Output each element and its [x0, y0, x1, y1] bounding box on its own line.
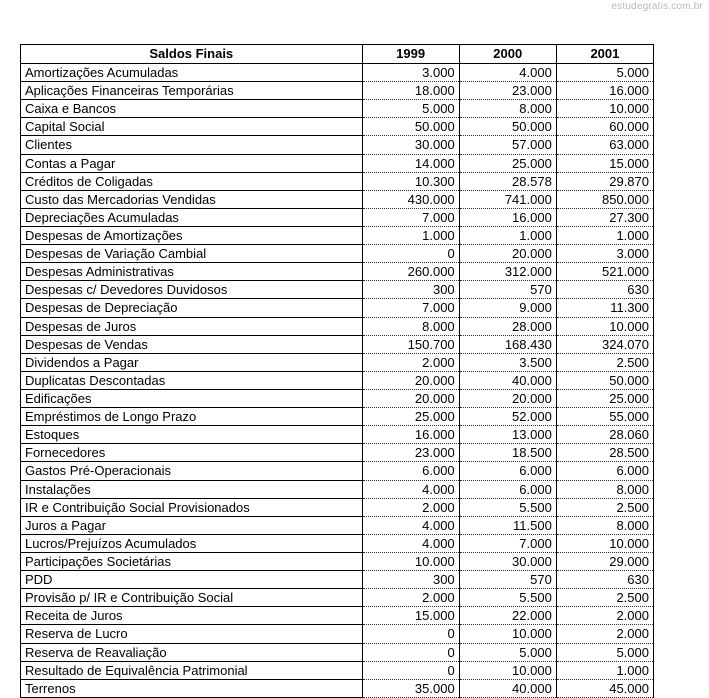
value-1999-cell: 30.000 [362, 136, 459, 154]
value-2000-cell: 1.000 [459, 226, 556, 244]
header-year-1999: 1999 [362, 45, 459, 64]
value-1999-cell: 14.000 [362, 154, 459, 172]
value-1999-cell: 2.000 [362, 498, 459, 516]
account-name-cell: PDD [21, 571, 363, 589]
account-name-cell: Capital Social [21, 118, 363, 136]
table-row [21, 82, 654, 100]
value-1999-cell: 4.000 [362, 534, 459, 552]
account-name-cell: Instalações [21, 480, 363, 498]
value-2000-cell: 312.000 [459, 263, 556, 281]
value-2001-cell: 15.000 [556, 154, 653, 172]
table-row [21, 426, 654, 444]
value-2001-cell: 5.000 [556, 643, 653, 661]
account-name-cell: Despesas de Depreciação [21, 299, 363, 317]
table-row [21, 661, 654, 679]
value-1999-cell: 23.000 [362, 444, 459, 462]
table-row [21, 589, 654, 607]
table-row [21, 136, 654, 154]
account-name-cell: Despesas de Amortizações [21, 226, 363, 244]
account-name-cell: Terrenos [21, 679, 363, 697]
value-1999-cell: 15.000 [362, 607, 459, 625]
watermark-text: estudegratis.com.br [611, 1, 703, 12]
account-name-cell: Caixa e Bancos [21, 100, 363, 118]
account-name-cell: Receita de Juros [21, 607, 363, 625]
value-2001-cell: 10.000 [556, 317, 653, 335]
header-year-2001: 2001 [556, 45, 653, 64]
value-2001-cell: 10.000 [556, 534, 653, 552]
table-row [21, 643, 654, 661]
value-2000-cell: 5.500 [459, 589, 556, 607]
account-name-cell: Fornecedores [21, 444, 363, 462]
value-1999-cell: 300 [362, 281, 459, 299]
account-name-cell: Depreciações Acumuladas [21, 208, 363, 226]
table-row [21, 118, 654, 136]
value-2000-cell: 8.000 [459, 100, 556, 118]
header-saldos-finais: Saldos Finais [21, 45, 363, 64]
value-2001-cell: 630 [556, 571, 653, 589]
value-2000-cell: 5.500 [459, 498, 556, 516]
value-2000-cell: 20.000 [459, 245, 556, 263]
value-1999-cell: 7.000 [362, 299, 459, 317]
value-2000-cell: 741.000 [459, 190, 556, 208]
value-2000-cell: 10.000 [459, 661, 556, 679]
value-1999-cell: 0 [362, 625, 459, 643]
table-row [21, 154, 654, 172]
value-2000-cell: 22.000 [459, 607, 556, 625]
value-2001-cell: 50.000 [556, 371, 653, 389]
value-2001-cell: 63.000 [556, 136, 653, 154]
table-row [21, 389, 654, 407]
value-2001-cell: 2.500 [556, 353, 653, 371]
value-2000-cell: 6.000 [459, 480, 556, 498]
value-2000-cell: 11.500 [459, 516, 556, 534]
value-2000-cell: 40.000 [459, 371, 556, 389]
value-2001-cell: 8.000 [556, 480, 653, 498]
value-1999-cell: 5.000 [362, 100, 459, 118]
table-row [21, 462, 654, 480]
value-1999-cell: 3.000 [362, 64, 459, 82]
value-1999-cell: 25.000 [362, 408, 459, 426]
table-row [21, 263, 654, 281]
value-2001-cell: 29.870 [556, 172, 653, 190]
value-2000-cell: 20.000 [459, 389, 556, 407]
value-1999-cell: 260.000 [362, 263, 459, 281]
value-2001-cell: 25.000 [556, 389, 653, 407]
value-2000-cell: 5.000 [459, 643, 556, 661]
account-name-cell: IR e Contribuição Social Provisionados [21, 498, 363, 516]
table-row [21, 679, 654, 697]
value-1999-cell: 6.000 [362, 462, 459, 480]
table-row [21, 444, 654, 462]
account-name-cell: Lucros/Prejuízos Acumulados [21, 534, 363, 552]
value-2001-cell: 2.500 [556, 589, 653, 607]
account-name-cell: Reserva de Lucro [21, 625, 363, 643]
table-row [21, 64, 654, 82]
table-row [21, 172, 654, 190]
value-2000-cell: 10.000 [459, 625, 556, 643]
table-header-row [21, 45, 654, 64]
table-row [21, 299, 654, 317]
value-2001-cell: 6.000 [556, 462, 653, 480]
account-name-cell: Provisão p/ IR e Contribuição Social [21, 589, 363, 607]
value-1999-cell: 4.000 [362, 480, 459, 498]
table-row [21, 190, 654, 208]
value-2001-cell: 8.000 [556, 516, 653, 534]
value-2000-cell: 28.000 [459, 317, 556, 335]
header-year-2000: 2000 [459, 45, 556, 64]
value-2001-cell: 11.300 [556, 299, 653, 317]
value-1999-cell: 50.000 [362, 118, 459, 136]
table-body [21, 64, 654, 698]
value-2000-cell: 50.000 [459, 118, 556, 136]
table-row [21, 607, 654, 625]
table-row [21, 353, 654, 371]
value-1999-cell: 0 [362, 661, 459, 679]
value-1999-cell: 10.300 [362, 172, 459, 190]
value-2000-cell: 168.430 [459, 335, 556, 353]
value-2000-cell: 9.000 [459, 299, 556, 317]
account-name-cell: Empréstimos de Longo Prazo [21, 408, 363, 426]
value-1999-cell: 10.000 [362, 552, 459, 570]
value-2000-cell: 3.500 [459, 353, 556, 371]
value-1999-cell: 300 [362, 571, 459, 589]
value-2000-cell: 7.000 [459, 534, 556, 552]
value-2001-cell: 16.000 [556, 82, 653, 100]
value-1999-cell: 8.000 [362, 317, 459, 335]
value-2000-cell: 570 [459, 571, 556, 589]
table-row [21, 516, 654, 534]
value-2001-cell: 45.000 [556, 679, 653, 697]
value-2000-cell: 570 [459, 281, 556, 299]
value-2001-cell: 27.300 [556, 208, 653, 226]
value-1999-cell: 4.000 [362, 516, 459, 534]
table-row [21, 281, 654, 299]
account-name-cell: Despesas de Juros [21, 317, 363, 335]
balances-table [20, 44, 654, 698]
value-1999-cell: 1.000 [362, 226, 459, 244]
table-row [21, 100, 654, 118]
value-2000-cell: 13.000 [459, 426, 556, 444]
value-2001-cell: 55.000 [556, 408, 653, 426]
value-2001-cell: 850.000 [556, 190, 653, 208]
account-name-cell: Resultado de Equivalência Patrimonial [21, 661, 363, 679]
account-name-cell: Contas a Pagar [21, 154, 363, 172]
value-2001-cell: 1.000 [556, 226, 653, 244]
value-1999-cell: 7.000 [362, 208, 459, 226]
table-row [21, 498, 654, 516]
value-2001-cell: 630 [556, 281, 653, 299]
value-2001-cell: 2.000 [556, 607, 653, 625]
table-row [21, 408, 654, 426]
table-row [21, 335, 654, 353]
value-2001-cell: 5.000 [556, 64, 653, 82]
value-2000-cell: 18.500 [459, 444, 556, 462]
value-1999-cell: 20.000 [362, 389, 459, 407]
account-name-cell: Duplicatas Descontadas [21, 371, 363, 389]
value-2000-cell: 40.000 [459, 679, 556, 697]
value-2001-cell: 2.500 [556, 498, 653, 516]
account-name-cell: Edificações [21, 389, 363, 407]
account-name-cell: Gastos Pré-Operacionais [21, 462, 363, 480]
value-2000-cell: 30.000 [459, 552, 556, 570]
table-row [21, 534, 654, 552]
value-1999-cell: 18.000 [362, 82, 459, 100]
account-name-cell: Estoques [21, 426, 363, 444]
account-name-cell: Custo das Mercadorias Vendidas [21, 190, 363, 208]
value-2000-cell: 57.000 [459, 136, 556, 154]
value-2000-cell: 25.000 [459, 154, 556, 172]
account-name-cell: Despesas de Vendas [21, 335, 363, 353]
account-name-cell: Reserva de Reavaliação [21, 643, 363, 661]
table-row [21, 552, 654, 570]
value-1999-cell: 430.000 [362, 190, 459, 208]
account-name-cell: Aplicações Financeiras Temporárias [21, 82, 363, 100]
table-row [21, 625, 654, 643]
value-1999-cell: 0 [362, 245, 459, 263]
table-row [21, 208, 654, 226]
table-row [21, 371, 654, 389]
value-1999-cell: 0 [362, 643, 459, 661]
value-1999-cell: 2.000 [362, 589, 459, 607]
value-1999-cell: 16.000 [362, 426, 459, 444]
account-name-cell: Participações Societárias [21, 552, 363, 570]
value-2001-cell: 521.000 [556, 263, 653, 281]
account-name-cell: Despesas c/ Devedores Duvidosos [21, 281, 363, 299]
value-2001-cell: 28.060 [556, 426, 653, 444]
value-2001-cell: 29.000 [556, 552, 653, 570]
value-2001-cell: 3.000 [556, 245, 653, 263]
value-2000-cell: 4.000 [459, 64, 556, 82]
account-name-cell: Despesas de Variação Cambial [21, 245, 363, 263]
table-row [21, 226, 654, 244]
value-2001-cell: 60.000 [556, 118, 653, 136]
value-1999-cell: 2.000 [362, 353, 459, 371]
value-2000-cell: 6.000 [459, 462, 556, 480]
value-1999-cell: 20.000 [362, 371, 459, 389]
table-row [21, 571, 654, 589]
value-2001-cell: 2.000 [556, 625, 653, 643]
account-name-cell: Amortizações Acumuladas [21, 64, 363, 82]
value-2000-cell: 52.000 [459, 408, 556, 426]
account-name-cell: Despesas Administrativas [21, 263, 363, 281]
table-row [21, 480, 654, 498]
value-1999-cell: 35.000 [362, 679, 459, 697]
value-2001-cell: 1.000 [556, 661, 653, 679]
account-name-cell: Dividendos a Pagar [21, 353, 363, 371]
value-2001-cell: 10.000 [556, 100, 653, 118]
account-name-cell: Clientes [21, 136, 363, 154]
account-name-cell: Juros a Pagar [21, 516, 363, 534]
value-1999-cell: 150.700 [362, 335, 459, 353]
value-2001-cell: 324.070 [556, 335, 653, 353]
value-2000-cell: 23.000 [459, 82, 556, 100]
account-name-cell: Créditos de Coligadas [21, 172, 363, 190]
table-row [21, 245, 654, 263]
value-2000-cell: 28.578 [459, 172, 556, 190]
value-2001-cell: 28.500 [556, 444, 653, 462]
table-row [21, 317, 654, 335]
value-2000-cell: 16.000 [459, 208, 556, 226]
